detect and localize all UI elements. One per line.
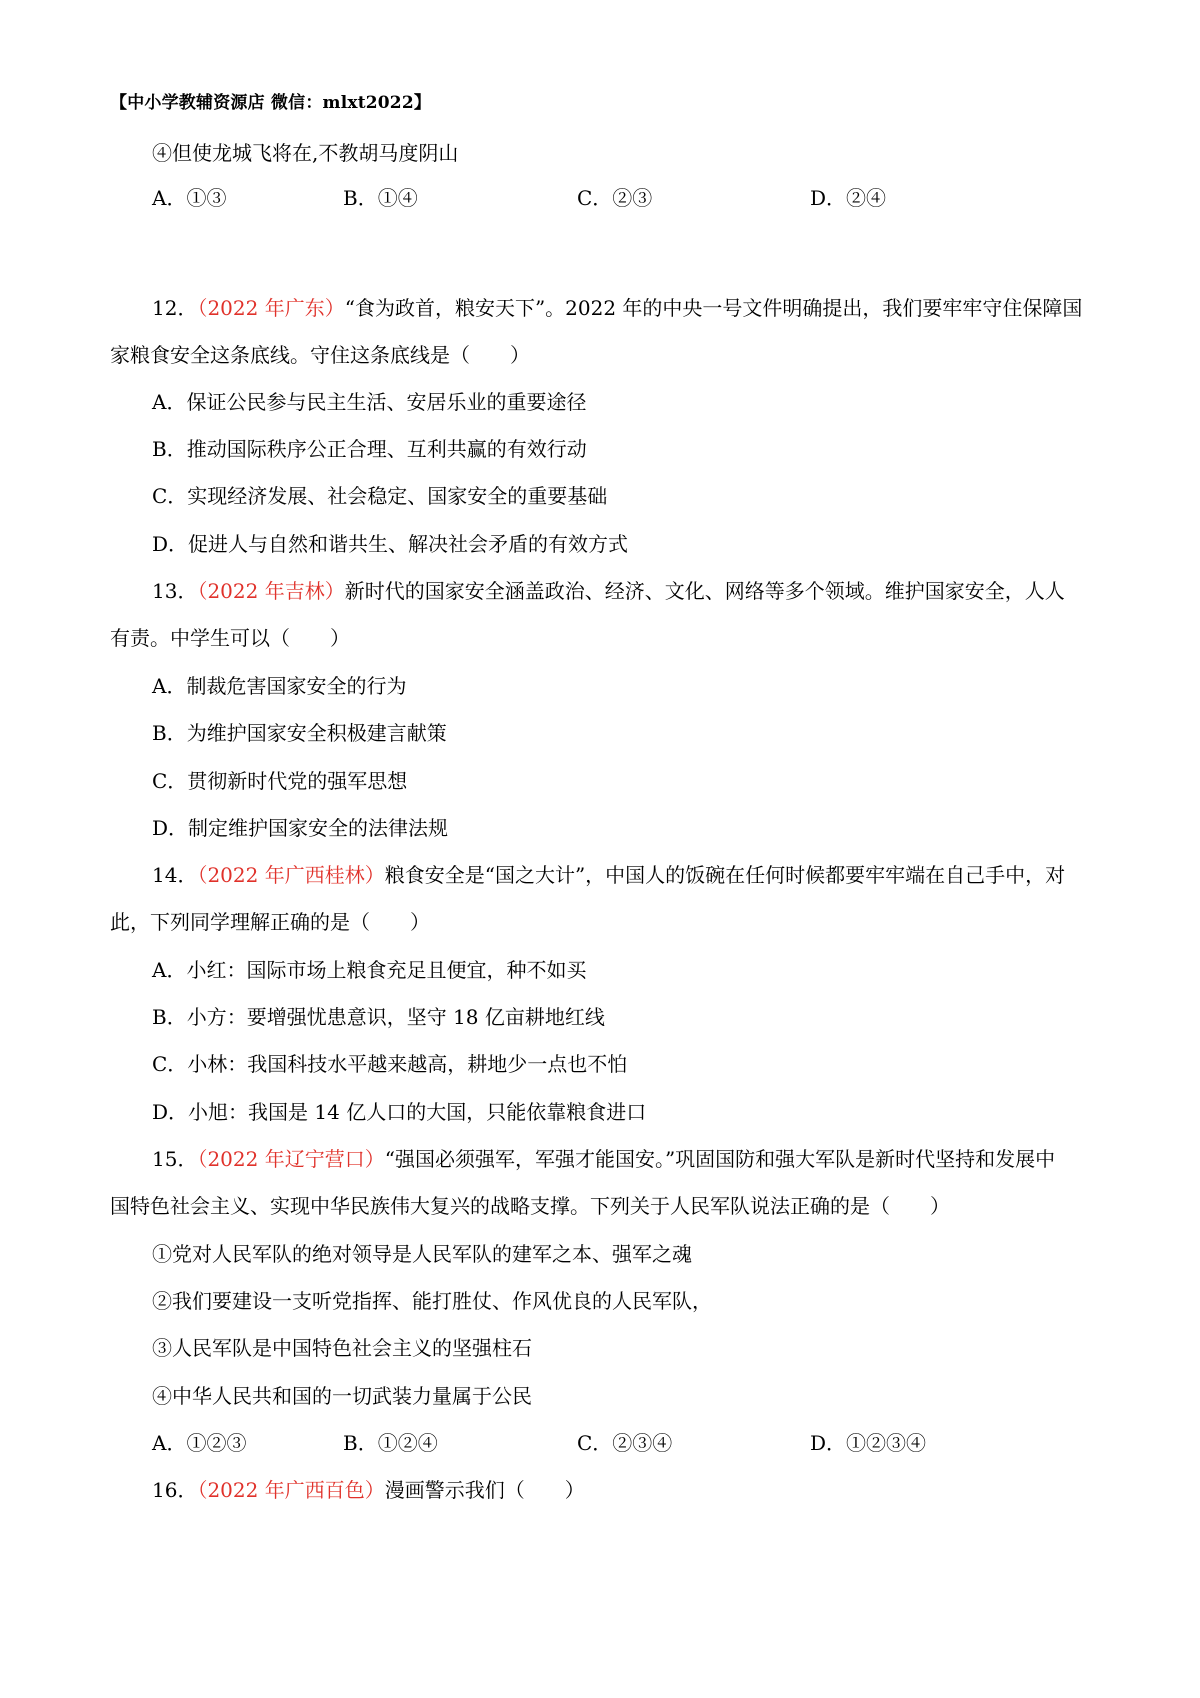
q11-option-a: A．①③	[152, 186, 227, 210]
q12-stem-text: “食为政首，粮安天下”。2022 年的中央一号文件明确提出，我们要牢牢守住保障国	[344, 296, 1083, 320]
q13-stem-text: 新时代的国家安全涵盖政治、经济、文化、网络等多个领域。维护国家安全，人人	[344, 579, 1065, 603]
q14-number: 14．	[152, 863, 198, 887]
q13-option-a: A．制裁危害国家安全的行为	[152, 674, 407, 698]
q13-stem-line2: 有责。中学生可以（ ）	[110, 626, 350, 650]
q11-option-c: C．②③	[577, 186, 653, 210]
q12-stem-line1	[152, 293, 1082, 323]
q15-stem-line2: 国特色社会主义、实现中华民族伟大复兴的战略支撑。下列关于人民军队说法正确的是（ ）	[110, 1194, 950, 1218]
q15-option-d: D．①②③④	[810, 1431, 927, 1455]
q13-stem-line1	[152, 576, 1065, 606]
q12-option-d: D．促进人与自然和谐共生、解决社会矛盾的有效方式	[152, 532, 629, 556]
q15-statement-4: ④中华人民共和国的一切武装力量属于公民	[152, 1384, 532, 1408]
q14-option-c: C．小林：我国科技水平越来越高，耕地少一点也不怕	[152, 1052, 628, 1076]
q16-number: 16．	[152, 1478, 198, 1502]
q11-option-d: D．②④	[810, 186, 887, 210]
q13-option-c: C．贯彻新时代党的强军思想	[152, 769, 408, 793]
q14-source: （2022 年广西桂林）	[197, 863, 385, 887]
q14-stem-line1	[152, 860, 1065, 890]
q12-option-b: B．推动国际秩序公正合理、互利共赢的有效行动	[152, 437, 587, 461]
q15-stem-line1	[152, 1144, 1055, 1174]
q12-source: （2022 年广东）	[197, 296, 345, 320]
q13-source: （2022 年吉林）	[197, 579, 345, 603]
q14-option-d: D．小旭：我国是 14 亿人口的大国，只能依靠粮食进口	[152, 1100, 647, 1124]
q15-option-b: B．①②④	[343, 1431, 438, 1455]
q11-option-b: B．①④	[343, 186, 418, 210]
q15-source: （2022 年辽宁营口）	[197, 1147, 385, 1171]
q13-option-b: B．为维护国家安全积极建言献策	[152, 721, 447, 745]
q14-option-a: A．小红：国际市场上粮食充足且便宜，种不如买	[152, 958, 587, 982]
watermark-header: 【中小学教辅资源店 微信：mlxt2022】	[110, 93, 432, 113]
q12-stem-line2: 家粮食安全这条底线。守住这条底线是（ ）	[110, 343, 530, 367]
q16-source: （2022 年广西百色）	[197, 1478, 385, 1502]
q15-option-c: C．②③④	[577, 1431, 673, 1455]
q15-stem-text: “强国必须强军，军强才能国安。”巩固国防和强大军队是新时代坚持和发展中	[384, 1147, 1056, 1171]
q15-statement-1: ①党对人民军队的绝对领导是人民军队的建军之本、强军之魂	[152, 1242, 692, 1266]
q15-statement-3: ③人民军队是中国特色社会主义的坚强柱石	[152, 1336, 532, 1360]
q12-option-c: C．实现经济发展、社会稳定、国家安全的重要基础	[152, 484, 608, 508]
q13-option-d: D．制定维护国家安全的法律法规	[152, 816, 449, 840]
q13-number: 13．	[152, 579, 198, 603]
q15-option-a: A．①②③	[152, 1431, 247, 1455]
q14-option-b: B．小方：要增强忧患意识，坚守 18 亿亩耕地红线	[152, 1005, 605, 1029]
q16-stem-text: 漫画警示我们（ ）	[384, 1478, 585, 1502]
q12-number: 12．	[152, 296, 198, 320]
q15-statement-2: ②我们要建设一支听党指挥、能打胜仗、作风优良的人民军队，	[152, 1289, 712, 1313]
q12-option-a: A．保证公民参与民主生活、安居乐业的重要途径	[152, 390, 587, 414]
q11-statement-4: ④但使龙城飞将在,不教胡马度阴山	[152, 141, 459, 165]
q14-stem-line2: 此，下列同学理解正确的是（ ）	[110, 910, 430, 934]
q15-number: 15．	[152, 1147, 198, 1171]
q16-stem-line1	[152, 1475, 585, 1505]
q14-stem-text: 粮食安全是“国之大计”，中国人的饭碗在任何时候都要牢牢端在自己手中，对	[384, 863, 1066, 887]
